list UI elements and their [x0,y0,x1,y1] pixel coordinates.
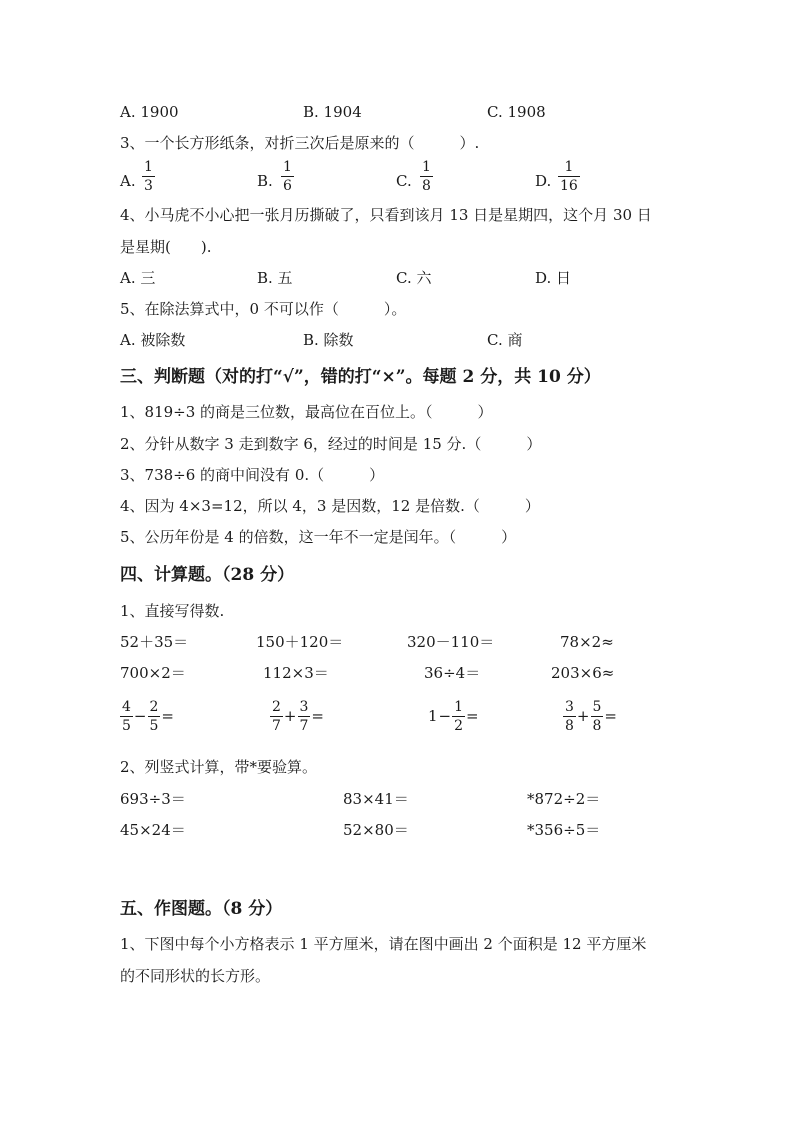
q4-text-line2: 是星期( ). [120,238,212,256]
q3-option-b-fraction [281,160,294,193]
fraction [270,700,283,733]
calc-r1-c4: 78×2≈ [560,633,614,651]
q3-option-d-fraction [558,160,580,193]
q5-option-a: A. 被除数 [120,331,186,349]
denominator: 8 [565,718,574,734]
fraction [298,700,311,733]
calc-r2-c3: 36÷4＝ [424,664,481,682]
frac-expr-4 [563,700,618,733]
vert-r2-c1: 45×24＝ [120,821,186,839]
fraction [148,700,161,733]
numerator: 1 [422,159,431,175]
denominator: 3 [144,178,153,194]
numerator: 1 [283,159,292,175]
denominator: 6 [283,178,292,194]
section5-title: 五、作图题。（8 分） [120,899,283,919]
section3-item-3: 3、738÷6 的商中间没有 0.（ ） [120,466,385,484]
q5-text: 5、在除法算式中，0 不可以作（ ）。 [120,300,407,318]
numerator: 2 [272,699,281,715]
q5-option-b: B. 除数 [303,331,354,349]
fraction [591,700,604,733]
numerator: 4 [122,699,131,715]
q4-option-b: B. 五 [257,269,293,287]
q3-option-a-fraction [142,160,155,193]
calc-r2-c2: 112×3＝ [263,664,329,682]
denominator: 5 [149,718,159,734]
q2-option-c: C. 1908 [487,103,546,121]
vert-r1-c2: 83×41＝ [343,790,409,808]
q2-option-a: A. 1900 [120,103,179,121]
section4-title: 四、计算题。（28 分） [120,565,295,585]
equals-sign: = [466,707,479,725]
fraction [452,700,465,733]
section3-item-2: 2、分针从数字 3 走到数字 6，经过的时间是 15 分.（ ） [120,435,542,453]
numerator: 1 [144,159,153,175]
q5-option-c: C. 商 [487,331,523,349]
section3-item-4: 4、因为 4×3=12，所以 4，3 是因数，12 是倍数.（ ） [120,497,540,515]
fraction [120,700,133,733]
calc-r1-c1: 52＋35＝ [120,633,189,651]
section4-sub1: 1、直接写得数. [120,602,225,620]
denominator: 8 [422,178,431,194]
calc-r1-c3: 320－110＝ [407,633,495,651]
q2-option-b: B. 1904 [303,103,362,121]
operator: − [133,707,147,725]
numerator: 3 [565,699,574,715]
q3-option-c-letter: C. [396,172,412,190]
operator: + [283,707,297,725]
vert-r1-c3: *872÷2＝ [527,790,601,808]
fraction [563,700,576,733]
section3-title: 三、判断题（对的打“√”，错的打“×”。每题 2 分，共 10 分） [120,367,601,387]
vert-r2-c2: 52×80＝ [343,821,409,839]
whole-number: 1 [428,707,438,725]
q3-text: 3、一个长方形纸条，对折三次后是原来的（ ）. [120,134,480,152]
section4-sub2: 2、列竖式计算，带*要验算。 [120,758,318,776]
q3-option-a-letter: A. [120,172,136,190]
equals-sign: = [604,707,617,725]
q4-option-d: D. 日 [535,269,572,287]
numerator: 5 [592,699,602,715]
numerator: 3 [299,699,309,715]
numerator: 2 [149,699,159,715]
vert-r2-c3: *356÷5＝ [527,821,601,839]
q3-option-b-letter: B. [257,172,273,190]
frac-expr-1 [120,700,175,733]
denominator: 16 [560,178,578,194]
denominator: 2 [454,718,464,734]
denominator: 5 [122,718,131,734]
vert-r1-c1: 693÷3＝ [120,790,186,808]
q3-option-d-letter: D. [535,172,552,190]
denominator: 7 [299,718,309,734]
q3-option-c-fraction [420,160,433,193]
section5-text-line1: 1、下图中每个小方格表示 1 平方厘米，请在图中画出 2 个面积是 12 平方厘米 [120,935,647,953]
operator: + [576,707,590,725]
denominator: 8 [592,718,602,734]
section3-item-5: 5、公历年份是 4 的倍数，这一年不一定是闰年。（ ） [120,528,517,546]
q4-option-a: A. 三 [120,269,156,287]
operator: − [438,707,452,725]
calc-r2-c1: 700×2＝ [120,664,186,682]
equals-sign: = [161,707,174,725]
numerator: 1 [454,699,464,715]
q4-option-c: C. 六 [396,269,432,287]
section3-item-1: 1、819÷3 的商是三位数，最高位在百位上。（ ） [120,403,493,421]
q4-text-line1: 4、小马虎不小心把一张月历撕破了，只看到该月 13 日是星期四，这个月 30 日 [120,206,652,224]
calc-r2-c4: 203×6≈ [551,664,615,682]
frac-expr-2 [270,700,325,733]
numerator: 1 [564,159,574,175]
calc-r1-c2: 150＋120＝ [256,633,344,651]
section5-text-line2: 的不同形状的长方形。 [120,967,271,985]
denominator: 7 [272,718,281,734]
equals-sign: = [311,707,324,725]
frac-expr-3 [428,700,480,733]
